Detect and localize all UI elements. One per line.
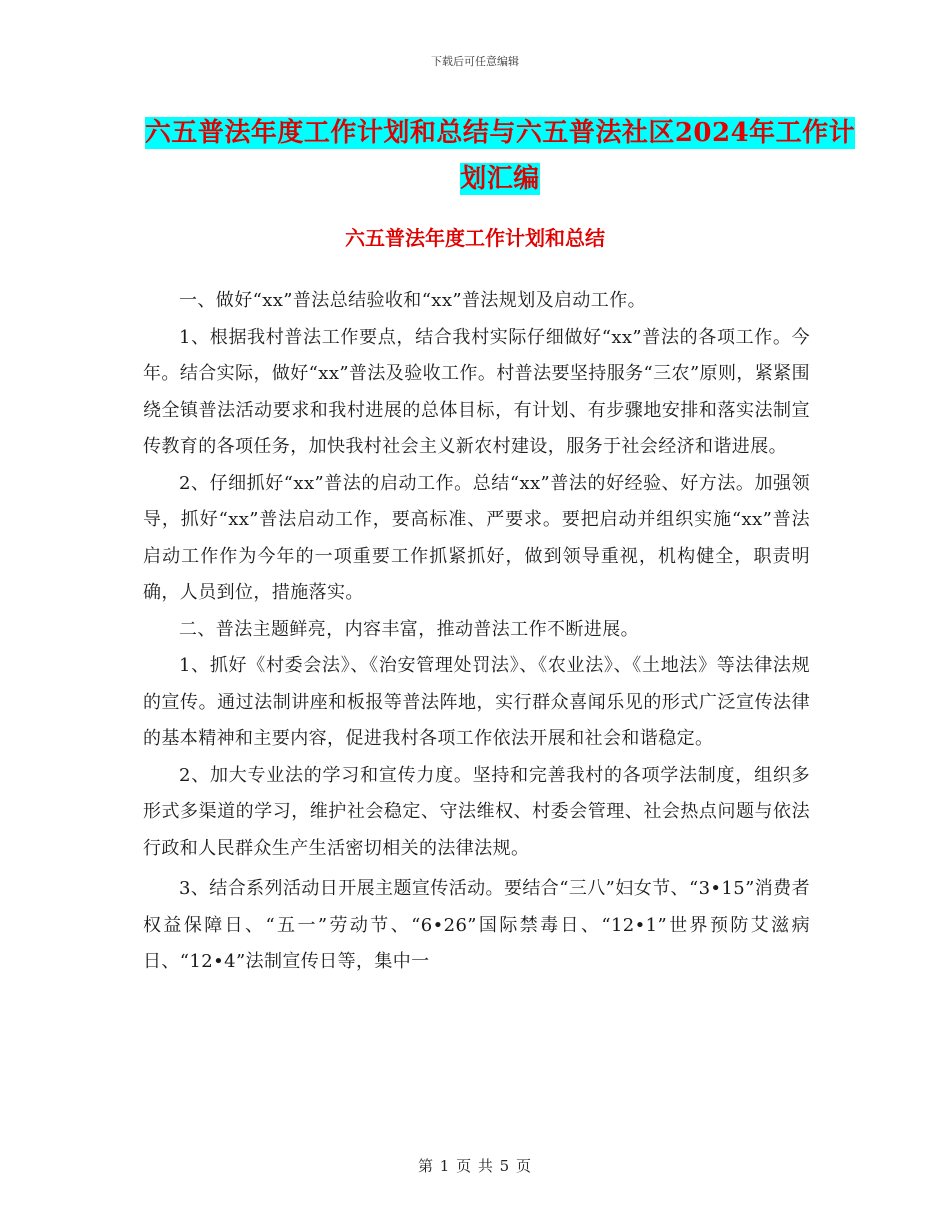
document-title-text: 六五普法年度工作计划和总结与六五普法社区2024年工作计划汇编 bbox=[144, 118, 856, 194]
page-footer: 第 1 页 共 5 页 bbox=[418, 1157, 532, 1175]
paragraph: 1、根据我村普法工作要点，结合我村实际仔细做好“xx”普法的各项工作。今年。结合实际，做好“xx”普法及验收工作。村普法要坚持服务“三农”原则，紧紧围绕全镇普法活动要求和我村进展的总体目标，有计划、有步骤地安排和落实法制宣传教育的各项任务，加快我村社会主义新农村建设，服务于社会经济和谐进展。 bbox=[143, 326, 810, 457]
document-title bbox=[140, 110, 860, 202]
document-body bbox=[143, 283, 810, 981]
paragraph: 2、加大专业法的学习和宣传力度。坚持和完善我村的各项学法制度，组织多形式多渠道的学习，维护社会稳定、守法维权、村委会管理、社会热点问题与依法行政和人民群众生产生活密切相关的法律法规。 bbox=[143, 764, 810, 859]
header-note: 下载后可任意编辑 bbox=[431, 55, 519, 68]
paragraph: 2、仔细抓好“xx”普法的启动工作。总结“xx”普法的好经验、好方法。加强领导，抓好“xx”普法启动工作，要高标准、严要求。要把启动并组织实施“xx”普法启动工作作为今年的一项重要工作抓紧抓好，做到领导重视，机构健全，职责明确，人员到位，措施落实。 bbox=[143, 472, 810, 603]
section-title: 六五普法年度工作计划和总结 bbox=[345, 226, 605, 250]
paragraph: 一、做好“xx”普法总结验收和“xx”普法规划及启动工作。 bbox=[179, 290, 647, 311]
paragraph: 3、结合系列活动日开展主题宣传活动。要结合“三八”妇女节、“3•15”消费者权益保障日、“五一”劳动节、“6•26”国际禁毒日、“12•1”世界预防艾滋病日、“12•4”法制宣传日等，集中一 bbox=[143, 878, 810, 972]
paragraph: 1、抓好《村委会法》、《治安管理处罚法》、《农业法》、《土地法》等法律法规的宣传。通过法制讲座和板报等普法阵地，实行群众喜闻乐见的形式广泛宣传法律的基本精神和主要内容，促进我村各项工作依法开展和社会和谐稳定。 bbox=[143, 655, 810, 749]
paragraph: 二、普法主题鲜亮，内容丰富，推动普法工作不断进展。 bbox=[179, 618, 639, 640]
